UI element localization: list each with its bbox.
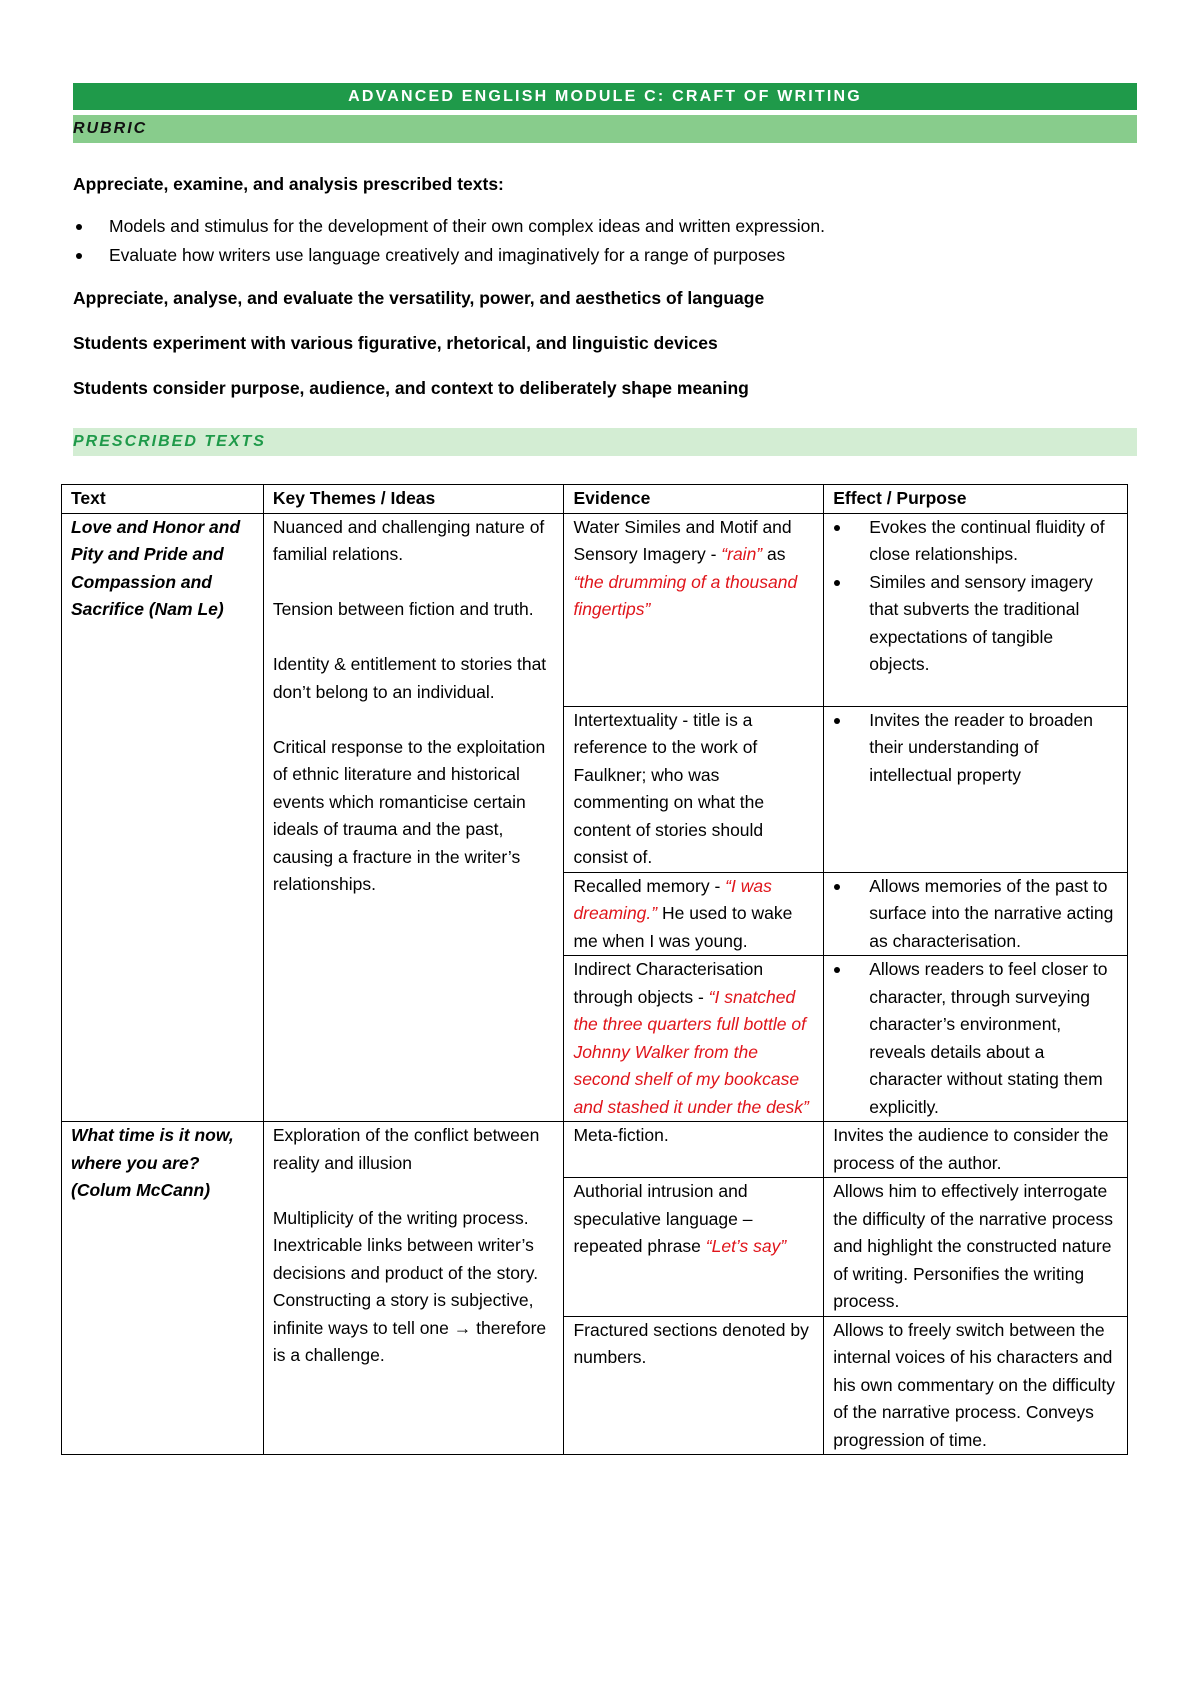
effect-cell [824, 706, 1128, 872]
column-header: Key Themes / Ideas [263, 485, 564, 514]
rubric-content [73, 170, 1137, 419]
theme-item: Identity & entitlement to stories that don’t belong to an individual. [272, 654, 547, 702]
evidence-quote: “I was dreaming.” [573, 875, 772, 923]
evidence-cell [564, 956, 824, 1122]
evidence-quote: “the drumming of a thousand fingertips” [573, 571, 798, 619]
table-header-row [62, 485, 1128, 514]
evidence-cell [564, 1178, 824, 1317]
themes-cell [263, 1122, 564, 1455]
rubric-bullet: Models and stimulus for the development of their own complex ideas and written expression. [73, 212, 1137, 241]
effect-cell: Allows to freely switch between the internal voices of his characters and his own commentary on the difficulty of the narrative process. Conveys progression of time. [824, 1316, 1128, 1455]
effect-list [833, 956, 1118, 1121]
rubric-bullet: Evaluate how writers use language creatively and imaginatively for a range of purposes [73, 241, 1137, 270]
rubric-intro: Appreciate, examine, and analysis prescribed texts: [73, 174, 504, 194]
evidence-text: Water Similes and Motif and Sensory Imagery - [573, 516, 792, 564]
effect-item: Evokes the continual fluidity of close relationships. [833, 514, 1118, 569]
text-title-cell: Love and Honor and Pity and Pride and Compassion and Sacrifice (Nam Le) [62, 513, 264, 1122]
effect-item: Similes and sensory imagery that subverts the traditional expectations of tangible objects. [833, 569, 1118, 679]
evidence-text: as [762, 544, 786, 564]
evidence-cell [564, 872, 824, 956]
text-title-cell: What time is it now, where you are? (Colum McCann) [62, 1122, 264, 1455]
rubric-label: RUBRIC [73, 120, 148, 137]
effect-cell: Invites the audience to consider the process of the author. [824, 1122, 1128, 1178]
evidence-text: He used to wake me when I was young. [573, 903, 793, 951]
theme-item: Exploration of the conflict between reality and illusion [272, 1125, 540, 1173]
evidence-quote: “rain” [721, 544, 763, 564]
rubric-statement: Appreciate, analyse, and evaluate the versatility, power, and aesthetics of language [73, 288, 765, 308]
column-header: Effect / Purpose [824, 485, 1128, 514]
evidence-quote: “I snatched the three quarters full bottle of Johnny Walker from the second shelf of my bookcase and stashed it under the desk” [573, 986, 809, 1117]
effect-cell [824, 513, 1128, 706]
theme-item: Nuanced and challenging nature of familial relations. [272, 516, 545, 564]
effect-item: Invites the reader to broaden their understanding of intellectual property [833, 707, 1118, 790]
evidence-cell: Meta-fiction. [564, 1122, 824, 1178]
rubric-statement: Students consider purpose, audience, and context to deliberately shape meaning [73, 378, 749, 398]
module-title-bar [73, 83, 1137, 110]
rubric-section-bar [73, 115, 1137, 143]
effect-list [833, 873, 1118, 956]
module-title: ADVANCED ENGLISH MODULE C: CRAFT OF WRITING [348, 87, 862, 105]
theme-item: Multiplicity of the writing process. Inextricable links between writer’s decisions and product of the story. Constructing a story is subjective, infinite ways to tell one → therefore is a challenge. [272, 1207, 547, 1365]
table-row [62, 1122, 1128, 1178]
effect-cell [824, 956, 1128, 1122]
rubric-bullet-list [73, 212, 1137, 270]
effect-list [833, 707, 1118, 790]
themes-cell [263, 513, 564, 1122]
prescribed-texts-table [61, 484, 1128, 1455]
evidence-cell: Intertextuality - title is a reference to the work of Faulkner; who was commenting on what the content of stories should consist of. [564, 706, 824, 872]
column-header: Evidence [564, 485, 824, 514]
prescribed-texts-bar [73, 428, 1137, 456]
evidence-text: Authorial intrusion and speculative language – repeated phrase [573, 1181, 753, 1256]
effect-list [833, 514, 1118, 679]
evidence-cell: Fractured sections denoted by numbers. [564, 1316, 824, 1455]
evidence-text: Indirect Characterisation through objects - [573, 959, 764, 1007]
effect-item: Allows readers to feel closer to character, through surveying character’s environment, reveals details about a character without stating them explicitly. [833, 956, 1118, 1121]
effect-cell [824, 872, 1128, 956]
column-header: Text [62, 485, 264, 514]
effect-item: Allows memories of the past to surface into the narrative acting as characterisation. [833, 873, 1118, 956]
evidence-quote: “Let’s say” [705, 1236, 787, 1256]
evidence-cell [564, 513, 824, 706]
evidence-text: Recalled memory - [573, 875, 726, 896]
effect-cell: Allows him to effectively interrogate the difficulty of the narrative process and highlight the constructed nature of writing. Personifies the writing process. [824, 1178, 1128, 1317]
prescribed-label: PRESCRIBED TEXTS [73, 433, 266, 450]
table-row [62, 513, 1128, 706]
theme-item: Tension between fiction and truth. [272, 599, 534, 619]
rubric-statement: Students experiment with various figurative, rhetorical, and linguistic devices [73, 333, 718, 353]
theme-item: Critical response to the exploitation of ethnic literature and historical events which romanticise certain ideals of trauma and the past, causing a fracture in the writer’s relationships. [272, 736, 546, 894]
